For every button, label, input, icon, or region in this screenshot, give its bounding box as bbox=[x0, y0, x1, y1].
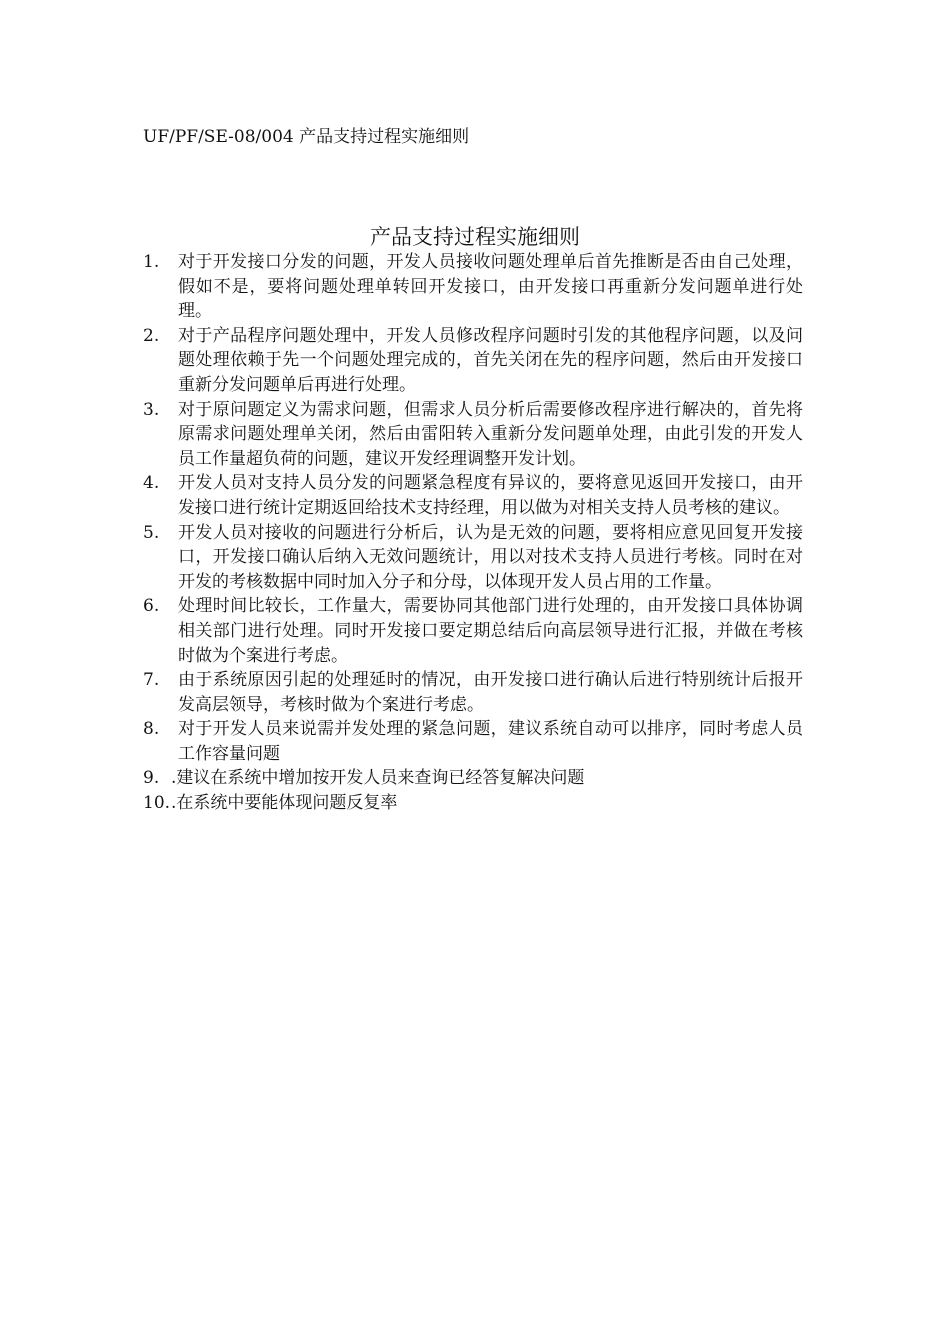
list-item-text: 对于原问题定义为需求问题，但需求人员分析后需要修改程序进行解决的，首先将原需求问题处理单关闭，然后由雷阳转入重新分发问题单处理，由此引发的开发人员工作量超负荷的问题，建议开发经理调整开发计划。 bbox=[178, 399, 803, 469]
list-item-number: 4. bbox=[143, 473, 160, 494]
document-title: 产品支持过程实施细则 bbox=[370, 225, 580, 249]
list-item-number: 10. bbox=[143, 793, 171, 814]
list-item bbox=[143, 398, 803, 472]
list-item-number: 7. bbox=[143, 670, 160, 691]
list-item-text: 对于产品程序问题处理中，开发人员修改程序问题时引发的其他程序问题，以及问题处理依赖于先一个问题处理完成的，首先关闭在先的程序问题，然后由开发接口重新分发问题单后再进行处理。 bbox=[178, 325, 803, 395]
list-item-text: 开发人员对接收的问题进行分析后，认为是无效的问题，要将相应意见回复开发接口，开发接口确认后纳入无效问题统计，用以对技术支持人员进行考核。同时在对开发的考核数据中同时加入分子和分母，以体现开发人员占用的工作量。 bbox=[178, 522, 803, 592]
list-item-text: 处理时间比较长，工作量大，需要协同其他部门进行处理的，由开发接口具体协调相关部门进行处理。同时开发接口要定期总结后向高层领导进行汇报，并做在考核时做为个案进行考虑。 bbox=[178, 596, 803, 666]
list-item-text: 对于开发人员来说需并发处理的紧急问题，建议系统自动可以排序，同时考虑人员工作容量问题 bbox=[178, 719, 803, 764]
list-item-number: 1. bbox=[143, 252, 160, 272]
list-item-text: 对于开发接口分发的问题，开发人员接收问题处理单后首先推断是否由自己处理，假如不是，要将问题处理单转回开发接口，由开发接口再重新分发问题单进行处理。 bbox=[178, 252, 803, 322]
list-item-number: 5. bbox=[143, 522, 160, 543]
list-item-number: 9. bbox=[143, 768, 160, 789]
list-item bbox=[143, 250, 803, 324]
list-item bbox=[143, 594, 803, 668]
list-item bbox=[143, 766, 803, 791]
list-item bbox=[143, 521, 803, 595]
list-item bbox=[143, 324, 803, 398]
document-code-header: UF/PF/SE-08/004 产品支持过程实施细则 bbox=[143, 127, 470, 147]
list-item bbox=[143, 791, 803, 816]
procedure-list bbox=[143, 250, 803, 816]
list-item-text: 开发人员对支持人员分发的问题紧急程度有异议的，要将意见返回开发接口，由开发接口进行统计定期返回给技术支持经理，用以做为对相关支持人员考核的建议。 bbox=[178, 473, 803, 518]
list-item-text: .建议在系统中增加按开发人员来查询已经答复解决问题 bbox=[171, 768, 585, 789]
list-item bbox=[143, 471, 803, 520]
list-item-number: 2. bbox=[143, 325, 160, 346]
list-item-text: .在系统中要能体现问题反复率 bbox=[171, 793, 398, 814]
list-item-number: 8. bbox=[143, 719, 160, 740]
list-item bbox=[143, 717, 803, 766]
list-item-number: 6. bbox=[143, 596, 160, 617]
list-item bbox=[143, 668, 803, 717]
list-item-number: 3. bbox=[143, 399, 160, 420]
list-item-text: 由于系统原因引起的处理延时的情况，由开发接口进行确认后进行特别统计后报开发高层领导，考核时做为个案进行考虑。 bbox=[178, 670, 803, 715]
